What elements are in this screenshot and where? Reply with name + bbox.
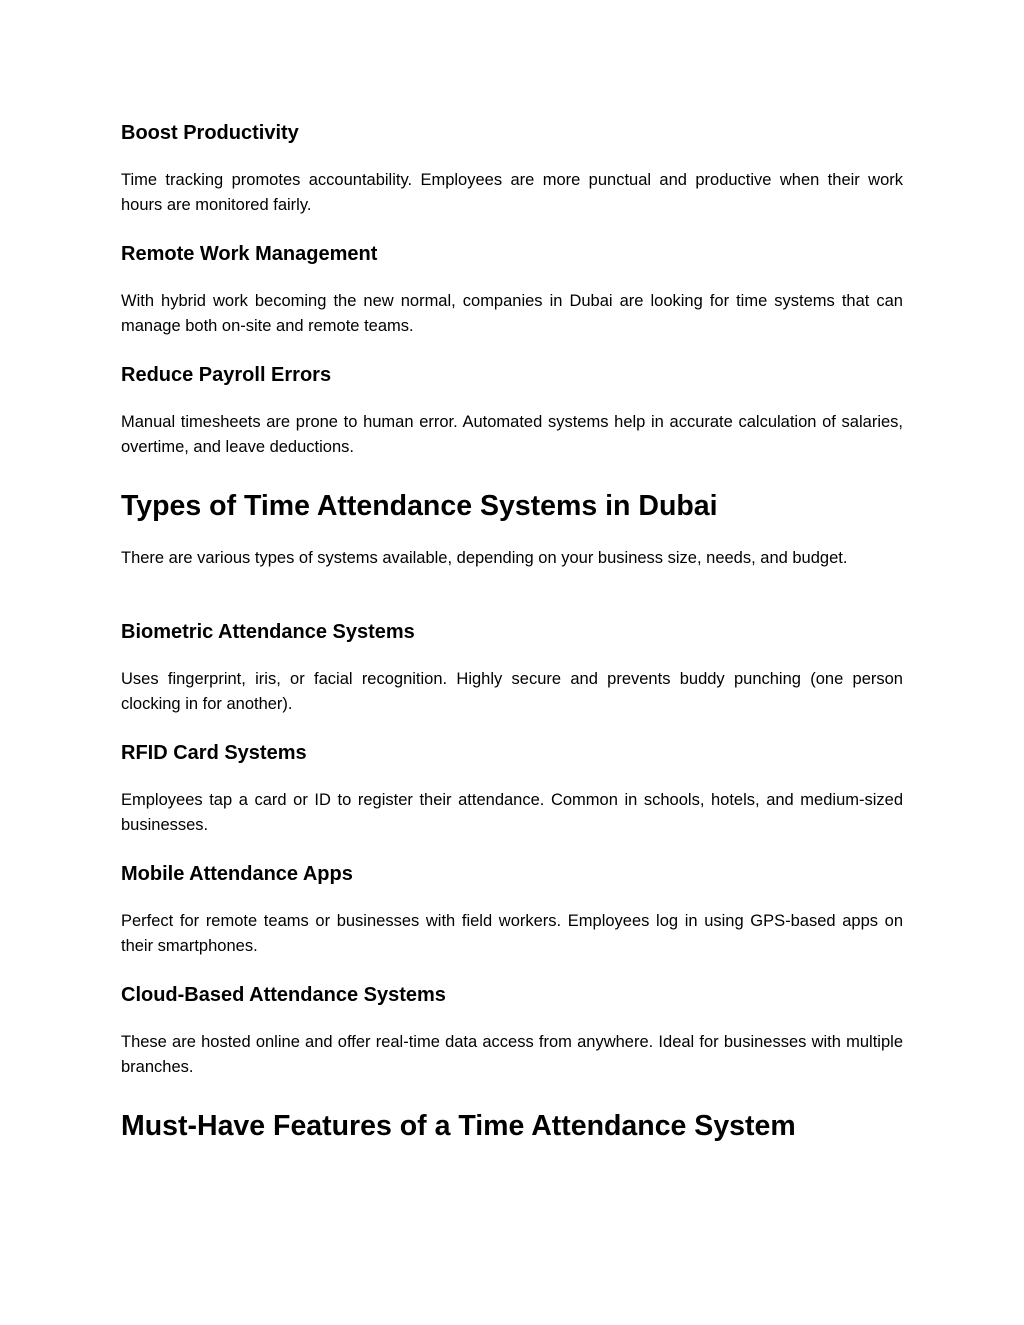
section-heading-boost-productivity: Boost Productivity (121, 122, 299, 144)
type-heading-cloud: Cloud-Based Attendance Systems (121, 984, 446, 1006)
types-section-intro: There are various types of systems available, depending on your business size, needs, and budget. (121, 549, 848, 567)
section-body-payroll-errors: Manual timesheets are prone to human error. Automated systems help in accurate calculation of salaries, overtime, and leave deductions. (121, 413, 903, 456)
type-body-cloud: These are hosted online and offer real-time data access from anywhere. Ideal for businesses with multiple branches. (121, 1033, 903, 1076)
section-heading-payroll-errors: Reduce Payroll Errors (121, 364, 332, 386)
features-section-title: Must-Have Features of a Time Attendance System (121, 1110, 796, 1142)
types-section-title: Types of Time Attendance Systems in Dubai (121, 490, 718, 522)
type-body-mobile: Perfect for remote teams or businesses with field workers. Employees log in using GPS-based apps on their smartphones. (121, 912, 903, 955)
section-body-remote-work: With hybrid work becoming the new normal, companies in Dubai are looking for time systems that can manage both on-site and remote teams. (121, 292, 903, 335)
type-body-rfid: Employees tap a card or ID to register their attendance. Common in schools, hotels, and medium-sized businesses. (121, 791, 903, 834)
type-heading-rfid: RFID Card Systems (121, 742, 307, 764)
section-body-boost-productivity: Time tracking promotes accountability. Employees are more punctual and productive when their work hours are monitored fairly. (121, 171, 903, 214)
section-heading-remote-work: Remote Work Management (121, 243, 378, 265)
type-heading-mobile: Mobile Attendance Apps (121, 863, 353, 885)
type-body-biometric: Uses fingerprint, iris, or facial recognition. Highly secure and prevents buddy punching (one person clocking in for another). (121, 670, 903, 713)
type-heading-biometric: Biometric Attendance Systems (121, 621, 415, 643)
